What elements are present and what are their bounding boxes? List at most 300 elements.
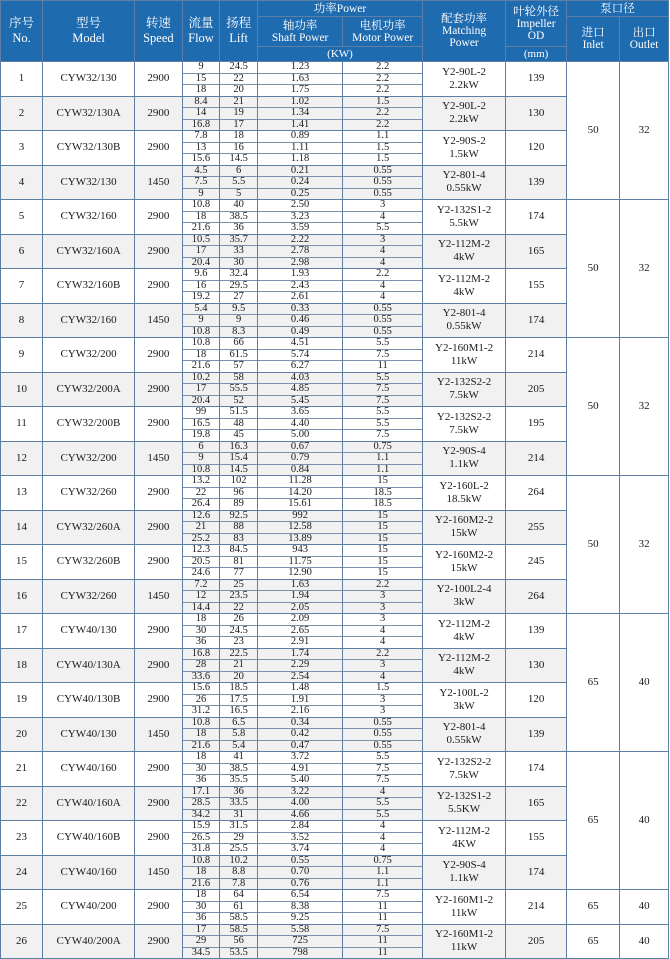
- row-shaft-power-value: 11.75: [258, 557, 342, 569]
- row-no: 15: [1, 545, 43, 580]
- row-flow: [182, 441, 220, 476]
- row-lift-value: 8.3: [232, 325, 246, 337]
- row-shaft-power-value: 1.75: [290, 84, 310, 95]
- row-motor-power-value: 4: [343, 626, 422, 638]
- matching-motor-model: Y2-801-4: [442, 169, 486, 182]
- row-lift-value: 16.3: [220, 442, 257, 454]
- row-flow-value: 18: [183, 752, 220, 764]
- row-motor-power-value: 18.5: [373, 498, 392, 509]
- row-shaft-power-value: 4.66: [290, 808, 310, 820]
- row-no: 10: [1, 372, 43, 407]
- row-speed: 2900: [135, 545, 183, 580]
- row-motor-power-value: 7.5: [343, 764, 422, 776]
- row-flow: [182, 786, 220, 821]
- row-lift: [220, 545, 258, 580]
- matching-motor-kw: 18.5kW: [446, 492, 482, 505]
- matching-motor-model: Y2-112M-2: [437, 824, 491, 837]
- row-flow: [182, 683, 220, 718]
- row-shaft-power-value: 15.61: [288, 498, 312, 509]
- row-model: CYW32/260A: [43, 510, 135, 545]
- matching-motor-kw: 15kW: [450, 527, 478, 540]
- row-lift-value: 48: [220, 419, 257, 431]
- row-model: CYW32/130: [43, 165, 135, 200]
- row-lift-value: 14.5: [229, 463, 248, 475]
- matching-motor-model: Y2-132S2-2: [436, 376, 492, 389]
- matching-motor-kw: 4kW: [453, 665, 475, 678]
- row-matching-power: [423, 855, 506, 890]
- row-lift-value: 25.5: [229, 843, 248, 854]
- row-shaft-power: [257, 165, 342, 200]
- row-motor-power: [343, 372, 423, 407]
- matching-motor-kw: 11kW: [450, 941, 478, 954]
- row-speed: 2900: [135, 683, 183, 718]
- row-shaft-power-value: 725: [258, 936, 342, 948]
- row-flow-value: 30: [183, 764, 220, 776]
- matching-motor-kw: 7.5kW: [449, 768, 479, 781]
- row-lift-value: 33.5: [220, 798, 257, 810]
- row-no: 17: [1, 614, 43, 649]
- row-lift-value: 22: [220, 74, 257, 86]
- row-motor-power: [343, 234, 423, 269]
- row-motor-power: [343, 62, 423, 97]
- row-motor-power: [343, 200, 423, 235]
- row-no: 5: [1, 200, 43, 235]
- row-shaft-power-value: 4.91: [258, 764, 342, 776]
- row-inlet: 65: [567, 924, 620, 959]
- row-impeller-od: 130: [506, 96, 567, 131]
- row-flow-value: 17: [183, 925, 220, 937]
- matching-motor-model: Y2-112M-2: [437, 272, 491, 285]
- row-flow-value: 36: [195, 774, 207, 785]
- row-outlet: 32: [620, 200, 669, 338]
- row-lift: [220, 131, 258, 166]
- row-shaft-power-value: 2.29: [258, 660, 342, 672]
- row-no: 9: [1, 338, 43, 373]
- row-motor-power: [343, 821, 423, 856]
- row-flow: [182, 924, 220, 959]
- row-lift: [220, 200, 258, 235]
- row-flow-value: 21.6: [191, 877, 211, 889]
- row-impeller-od: 174: [506, 752, 567, 787]
- row-lift-value: 61: [220, 902, 257, 914]
- row-flow-value: 15.6: [183, 683, 220, 695]
- header-model: 型号 Model: [43, 1, 135, 62]
- row-speed: 2900: [135, 924, 183, 959]
- table-row: [1, 338, 669, 373]
- row-flow: [182, 890, 220, 925]
- row-shaft-power-value: 5.00: [290, 429, 310, 440]
- row-shaft-power-value: 1.94: [258, 591, 342, 603]
- row-motor-power: [343, 545, 423, 580]
- matching-motor-kw: 0.55kW: [446, 320, 482, 333]
- row-lift-value: 23.5: [220, 591, 257, 603]
- row-motor-power: [343, 303, 423, 338]
- row-motor-power-value: 3: [380, 705, 386, 716]
- row-inlet: 65: [567, 614, 620, 752]
- row-lift-value: 41: [220, 752, 257, 764]
- row-shaft-power-value: 3.23: [258, 212, 342, 224]
- row-impeller-od: 139: [506, 717, 567, 752]
- row-motor-power-value: 11: [343, 902, 422, 914]
- row-motor-power-value: 3: [343, 200, 422, 212]
- row-shaft-power-value: 1.74: [258, 649, 342, 661]
- row-model: CYW40/200A: [43, 924, 135, 959]
- row-lift-value: 15.4: [220, 453, 257, 465]
- row-no: 18: [1, 648, 43, 683]
- row-lift-value: 58: [220, 373, 257, 385]
- row-flow-value: 8.4: [183, 97, 220, 109]
- header-kw-unit: (KW): [257, 47, 422, 62]
- row-model: CYW32/130A: [43, 96, 135, 131]
- row-lift-value: 53.5: [229, 946, 248, 958]
- row-shaft-power: [257, 545, 342, 580]
- row-motor-power-value: 3: [380, 601, 386, 613]
- row-impeller-od: 130: [506, 648, 567, 683]
- row-motor-power-value: 2.2: [343, 580, 422, 592]
- row-flow-value: 25.2: [191, 532, 211, 544]
- row-speed: 2900: [135, 407, 183, 442]
- row-lift-value: 29: [220, 833, 257, 845]
- row-shaft-power-value: 0.89: [258, 131, 342, 143]
- row-motor-power: [343, 510, 423, 545]
- row-lift-value: 17.5: [220, 695, 257, 707]
- row-flow: [182, 510, 220, 545]
- row-no: 3: [1, 131, 43, 166]
- row-motor-power-value: 5.5: [343, 798, 422, 810]
- row-lift: [220, 717, 258, 752]
- row-flow: [182, 648, 220, 683]
- row-matching-power: [423, 510, 506, 545]
- row-model: CYW32/160A: [43, 234, 135, 269]
- row-flow-value: 15.6: [191, 153, 211, 164]
- row-lift-value: 22.5: [220, 649, 257, 661]
- matching-motor-model: Y2-112M-2: [437, 652, 491, 665]
- matching-motor-model: Y2-112M-2: [437, 238, 491, 251]
- row-flow-value: 13: [183, 143, 220, 155]
- row-motor-power-value: 4: [343, 787, 422, 799]
- row-lift-value: 52: [233, 394, 244, 406]
- table-row: [1, 614, 669, 649]
- matching-motor-model: Y2-132S2-2: [436, 410, 492, 423]
- row-shaft-power: [257, 269, 342, 304]
- row-flow-value: 31.8: [191, 843, 211, 854]
- row-lift: [220, 96, 258, 131]
- row-shaft-power: [257, 476, 342, 511]
- row-speed: 1450: [135, 165, 183, 200]
- matching-motor-model: Y2-90S-2: [442, 134, 486, 147]
- row-model: CYW32/260: [43, 476, 135, 511]
- row-model: CYW32/130: [43, 62, 135, 97]
- row-impeller-od: 214: [506, 338, 567, 373]
- row-matching-power: [423, 890, 506, 925]
- row-lift-value: 20: [233, 84, 244, 95]
- row-lift-value: 102: [220, 476, 257, 488]
- row-flow-value: 10.8: [191, 463, 211, 475]
- row-lift-value: 36: [233, 222, 244, 233]
- row-impeller-od: 120: [506, 131, 567, 166]
- row-motor-power: [343, 338, 423, 373]
- row-impeller-od: 205: [506, 372, 567, 407]
- row-lift-value: 55.5: [220, 384, 257, 396]
- row-motor-power-value: 5.5: [343, 419, 422, 431]
- row-inlet: 50: [567, 476, 620, 614]
- header-impeller-unit: (mm): [506, 47, 567, 62]
- row-shaft-power-value: 3.52: [258, 833, 342, 845]
- row-impeller-od: 205: [506, 924, 567, 959]
- row-impeller-od: 255: [506, 510, 567, 545]
- row-speed: 2900: [135, 752, 183, 787]
- row-lift-value: 5.8: [220, 729, 257, 741]
- row-motor-power-value: 5.5: [343, 373, 422, 385]
- matching-motor-model: Y2-160M2-2: [435, 514, 494, 527]
- row-impeller-od: 264: [506, 476, 567, 511]
- row-lift-value: 33: [220, 246, 257, 258]
- row-motor-power-value: 11: [377, 912, 388, 923]
- row-shaft-power: [257, 303, 342, 338]
- table-row: [1, 476, 669, 511]
- row-lift-value: 31: [233, 808, 244, 820]
- row-motor-power-value: 11: [343, 936, 422, 948]
- row-shaft-power-value: 0.76: [290, 877, 310, 889]
- row-flow-value: 12.6: [183, 511, 220, 523]
- row-lift-value: 8.8: [220, 867, 257, 879]
- row-motor-power-value: 4: [343, 246, 422, 258]
- row-motor-power: [343, 476, 423, 511]
- row-no: 2: [1, 96, 43, 131]
- row-motor-power-value: 0.55: [343, 166, 422, 178]
- row-lift: [220, 924, 258, 959]
- row-shaft-power: [257, 683, 342, 718]
- row-flow: [182, 855, 220, 890]
- row-flow-value: 9: [183, 315, 220, 327]
- row-lift-value: 6.5: [220, 718, 257, 730]
- row-flow-value: 19.8: [191, 429, 211, 440]
- row-flow-value: 9.6: [183, 269, 220, 281]
- row-impeller-od: 174: [506, 303, 567, 338]
- row-matching-power: [423, 579, 506, 614]
- row-impeller-od: 264: [506, 579, 567, 614]
- row-no: 1: [1, 62, 43, 97]
- row-motor-power: [343, 131, 423, 166]
- row-flow-value: 18: [183, 890, 220, 902]
- row-impeller-od: 155: [506, 269, 567, 304]
- row-lift-value: 51.5: [220, 407, 257, 419]
- row-motor-power: [343, 752, 423, 787]
- matching-motor-kw: 11kW: [450, 906, 478, 919]
- row-motor-power-value: 3: [343, 660, 422, 672]
- row-shaft-power: [257, 579, 342, 614]
- row-flow: [182, 165, 220, 200]
- table-row: [1, 200, 669, 235]
- row-shaft-power-value: 1.63: [258, 74, 342, 86]
- row-flow: [182, 407, 220, 442]
- row-lift-value: 6: [220, 166, 257, 178]
- row-flow-value: 10.2: [183, 373, 220, 385]
- row-lift: [220, 303, 258, 338]
- row-lift-value: 77: [233, 567, 244, 578]
- row-flow: [182, 717, 220, 752]
- row-shaft-power: [257, 614, 342, 649]
- row-motor-power-value: 2.2: [376, 84, 390, 95]
- row-shaft-power-value: 2.91: [290, 636, 310, 647]
- row-flow-value: 18: [183, 729, 220, 741]
- row-no: 25: [1, 890, 43, 925]
- row-shaft-power-value: 0.70: [258, 867, 342, 879]
- row-flow-value: 14.4: [191, 601, 211, 613]
- row-lift-value: 24.5: [220, 626, 257, 638]
- row-model: CYW32/200: [43, 441, 135, 476]
- row-shaft-power: [257, 752, 342, 787]
- row-lift-value: 18: [220, 131, 257, 143]
- matching-motor-kw: 7.5kW: [449, 389, 479, 402]
- matching-motor-model: Y2-160M1-2: [435, 893, 494, 906]
- row-flow-value: 7.2: [183, 580, 220, 592]
- row-motor-power-value: 1.1: [343, 131, 422, 143]
- row-lift-value: 19: [220, 108, 257, 120]
- row-model: CYW32/200B: [43, 407, 135, 442]
- header-power: 功率Power: [257, 1, 422, 17]
- row-motor-power-value: 0.55: [343, 718, 422, 730]
- row-speed: 2900: [135, 786, 183, 821]
- row-lift-value: 45: [233, 429, 244, 440]
- row-motor-power: [343, 269, 423, 304]
- row-flow-value: 36: [195, 912, 207, 923]
- row-inlet: 50: [567, 62, 620, 200]
- row-motor-power-value: 15: [343, 545, 422, 557]
- row-flow-value: 28: [183, 660, 220, 672]
- row-motor-power: [343, 165, 423, 200]
- header-speed: 转速 Speed: [135, 1, 183, 62]
- row-lift: [220, 683, 258, 718]
- row-shaft-power-value: 2.43: [258, 281, 342, 293]
- row-motor-power-value: 3: [343, 614, 422, 626]
- matching-motor-model: Y2-160M1-2: [435, 341, 494, 354]
- row-flow-value: 18: [183, 350, 220, 362]
- row-flow-value: 6: [183, 442, 220, 454]
- row-shaft-power-value: 1.23: [258, 62, 342, 74]
- row-lift: [220, 752, 258, 787]
- row-no: 6: [1, 234, 43, 269]
- row-flow: [182, 234, 220, 269]
- row-speed: 2900: [135, 476, 183, 511]
- row-motor-power-value: 7.5: [376, 429, 390, 440]
- row-model: CYW40/160: [43, 855, 135, 890]
- row-matching-power: [423, 924, 506, 959]
- row-matching-power: [423, 234, 506, 269]
- row-flow-value: 34.2: [191, 808, 211, 820]
- row-shaft-power-value: 4.03: [258, 373, 342, 385]
- row-lift-value: 5.5: [220, 177, 257, 189]
- row-flow-value: 21: [183, 522, 220, 534]
- row-matching-power: [423, 165, 506, 200]
- row-lift-value: 20: [233, 670, 244, 682]
- row-shaft-power-value: 1.93: [258, 269, 342, 281]
- matching-motor-model: Y2-90S-4: [442, 445, 486, 458]
- row-flow-value: 16.5: [183, 419, 220, 431]
- row-motor-power-value: 1.1: [343, 867, 422, 879]
- row-flow-value: 20.5: [183, 557, 220, 569]
- matching-motor-model: Y2-132S2-2: [436, 755, 492, 768]
- row-shaft-power-value: 1.11: [258, 143, 342, 155]
- matching-motor-kw: 11kW: [450, 354, 478, 367]
- header-motor-power: 电机功率 Motor Power: [343, 17, 423, 47]
- row-flow-value: 26: [183, 695, 220, 707]
- matching-motor-kw: 1.5kW: [449, 147, 479, 160]
- row-shaft-power-value: 5.74: [258, 350, 342, 362]
- row-model: CYW40/160: [43, 752, 135, 787]
- row-matching-power: [423, 683, 506, 718]
- row-speed: 2900: [135, 372, 183, 407]
- row-model: CYW32/160B: [43, 269, 135, 304]
- header-lift: 扬程 Lift: [220, 1, 258, 62]
- header-flow: 流量 Flow: [182, 1, 220, 62]
- row-impeller-od: 120: [506, 683, 567, 718]
- row-flow: [182, 821, 220, 856]
- row-motor-power: [343, 579, 423, 614]
- row-shaft-power: [257, 855, 342, 890]
- row-shaft-power-value: 4.51: [258, 338, 342, 350]
- row-lift-value: 23: [233, 636, 244, 647]
- row-speed: 2900: [135, 614, 183, 649]
- row-lift-value: 81: [220, 557, 257, 569]
- row-motor-power-value: 15: [343, 522, 422, 534]
- row-shaft-power-value: 9.25: [290, 912, 310, 923]
- row-impeller-od: 165: [506, 786, 567, 821]
- row-flow-value: 21.6: [191, 360, 211, 371]
- row-shaft-power-value: 4.00: [258, 798, 342, 810]
- row-motor-power-value: 4: [380, 843, 386, 854]
- row-shaft-power-value: 1.41: [290, 118, 310, 130]
- row-matching-power: [423, 62, 506, 97]
- row-shaft-power-value: 0.21: [258, 166, 342, 178]
- row-speed: 2900: [135, 648, 183, 683]
- row-shaft-power-value: 11.28: [258, 476, 342, 488]
- row-motor-power-value: 2.2: [343, 62, 422, 74]
- row-motor-power-value: 4: [343, 821, 422, 833]
- row-flow-value: 18: [183, 614, 220, 626]
- row-flow-value: 19.2: [191, 291, 211, 302]
- row-lift-value: 96: [220, 488, 257, 500]
- row-impeller-od: 165: [506, 234, 567, 269]
- row-lift-value: 38.5: [220, 212, 257, 224]
- row-flow-value: 10.8: [183, 200, 220, 212]
- row-shaft-power-value: 3.59: [290, 222, 310, 233]
- matching-motor-kw: 7.5kW: [449, 423, 479, 436]
- row-flow-value: 16: [183, 281, 220, 293]
- row-flow-value: 17: [183, 246, 220, 258]
- row-lift: [220, 407, 258, 442]
- row-lift-value: 30: [233, 256, 244, 268]
- row-flow-value: 10.5: [183, 235, 220, 247]
- row-flow-value: 22: [183, 488, 220, 500]
- row-shaft-power-value: 2.50: [258, 200, 342, 212]
- row-matching-power: [423, 786, 506, 821]
- row-lift: [220, 855, 258, 890]
- row-no: 8: [1, 303, 43, 338]
- row-motor-power-value: 1.1: [376, 463, 390, 475]
- row-lift-value: 10.2: [220, 856, 257, 868]
- row-matching-power: [423, 441, 506, 476]
- row-shaft-power: [257, 821, 342, 856]
- row-model: CYW32/260: [43, 579, 135, 614]
- matching-motor-model: Y2-160M2-2: [435, 548, 494, 561]
- row-motor-power-value: 15: [343, 511, 422, 523]
- row-motor-power-value: 0.55: [343, 177, 422, 189]
- row-flow-value: 17.1: [183, 787, 220, 799]
- row-shaft-power: [257, 407, 342, 442]
- row-flow-value: 17: [183, 384, 220, 396]
- row-shaft-power: [257, 890, 342, 925]
